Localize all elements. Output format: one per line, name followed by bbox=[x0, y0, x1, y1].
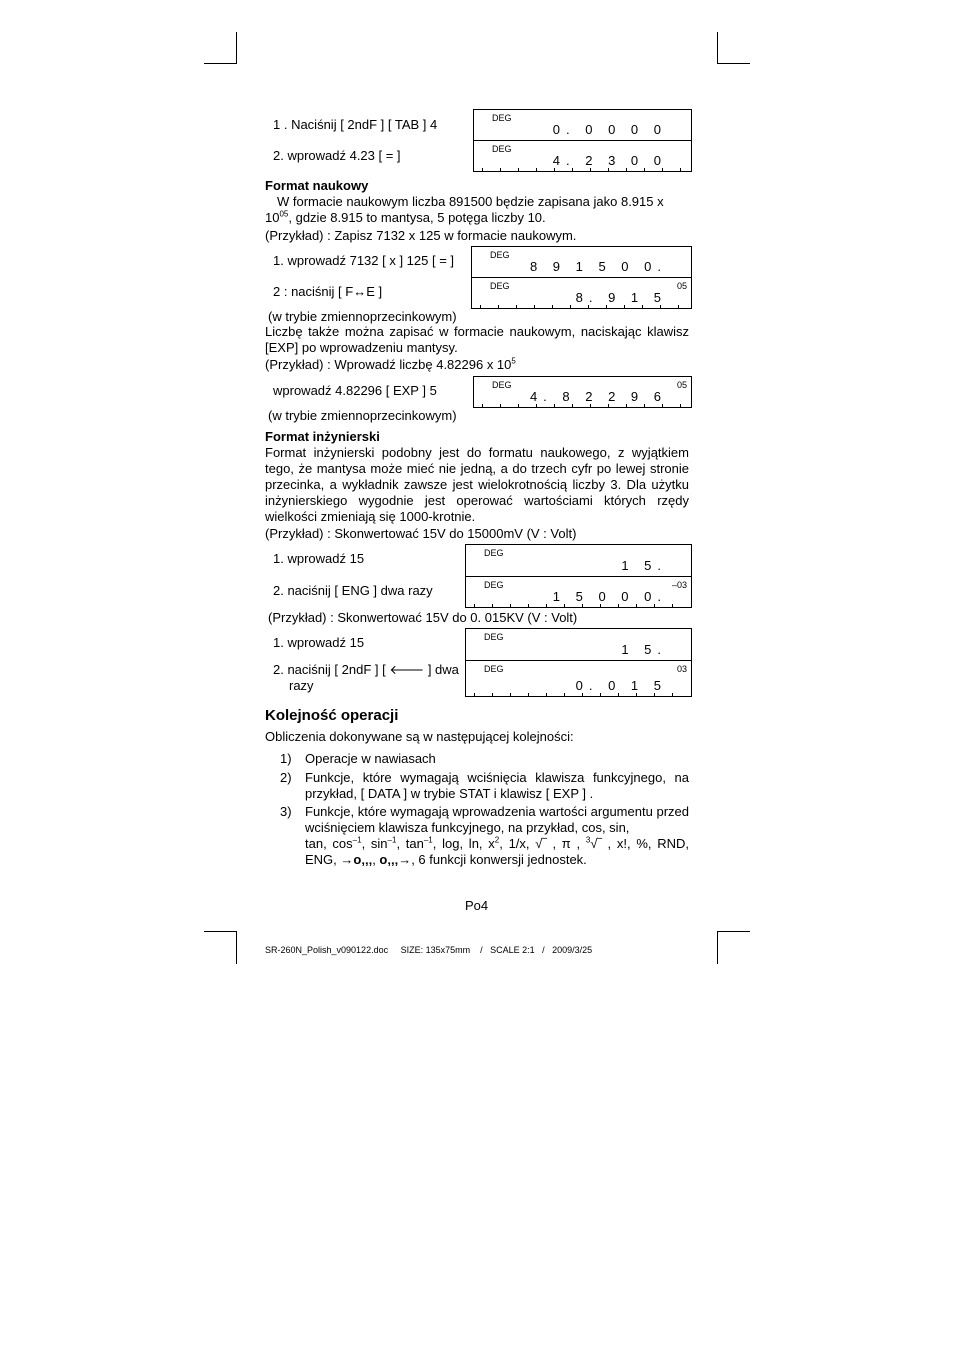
lcd-tick bbox=[590, 404, 591, 408]
crop-mark bbox=[236, 931, 237, 964]
lcd-mode: DEG bbox=[490, 281, 510, 291]
example-text: (Przykład) : Wprowadź liczbę 4.82296 x $10^5$ bbox=[265, 356, 516, 372]
lcd-tick bbox=[618, 604, 619, 608]
lcd-tick bbox=[480, 305, 481, 309]
lcd-tick bbox=[546, 604, 547, 608]
list-number: 1) bbox=[280, 751, 292, 766]
lcd-tick bbox=[536, 404, 537, 408]
lcd-tick bbox=[662, 168, 663, 172]
step-text: 1 . Naciśnij [ 2ndF ] [ TAB ] 4 bbox=[273, 117, 438, 132]
example-text: (Przykład) : Skonwertować 15V do 0. 015KV (V : Volt) bbox=[268, 610, 578, 625]
lcd-tick bbox=[672, 604, 673, 608]
lcd-exponent: 03 bbox=[676, 664, 687, 674]
lcd-tick bbox=[474, 693, 475, 697]
crop-mark bbox=[717, 931, 750, 932]
step-text: 1. wprowadź 15 bbox=[273, 635, 365, 650]
page-number: Po4 bbox=[465, 898, 489, 913]
list-item: Operacje w nawiasach bbox=[305, 751, 436, 766]
dms-icon: →o‚‚‚ bbox=[340, 852, 373, 867]
lcd-tick bbox=[582, 693, 583, 697]
lcd-tick bbox=[492, 693, 493, 697]
lcd-tick bbox=[678, 305, 679, 309]
doc-info: SR-260N_Polish_v090122.doc SIZE: 135x75mm / SCALE 2:1 / 2009/3/25 bbox=[265, 945, 593, 955]
step-text: 2. wprowadź 4.23 [ = ] bbox=[273, 148, 401, 163]
intro-text: Obliczenia dokonywane są w następującej kolejności: bbox=[265, 729, 574, 744]
lcd-digits: 8 9 1 5 0 0. bbox=[529, 259, 667, 274]
lcd-mode: DEG bbox=[484, 580, 504, 590]
lcd-exponent: 05 bbox=[676, 380, 687, 390]
lcd-tick bbox=[528, 604, 529, 608]
lcd-tick bbox=[564, 693, 565, 697]
left-arrow-icon: 🡐 bbox=[389, 662, 425, 677]
step-text: wprowadź 4.82296 [ EXP ] 5 bbox=[273, 383, 437, 398]
lcd-tick bbox=[518, 168, 519, 172]
lcd-exponent: –03 bbox=[671, 580, 687, 590]
lcd-display bbox=[473, 109, 692, 172]
lcd-tick bbox=[582, 604, 583, 608]
step-text: 2 : naciśnij [ F↔E ] bbox=[273, 284, 383, 299]
lcd-tick bbox=[498, 305, 499, 309]
lcd-tick bbox=[564, 604, 565, 608]
lcd-tick bbox=[492, 604, 493, 608]
lcd-tick bbox=[600, 693, 601, 697]
lcd-tick bbox=[600, 604, 601, 608]
lcd-tick bbox=[482, 168, 483, 172]
lcd-tick bbox=[606, 305, 607, 309]
lcd-tick bbox=[572, 404, 573, 408]
lcd-mode: DEG bbox=[490, 250, 510, 260]
lcd-mode: DEG bbox=[492, 113, 512, 123]
paragraph: W formacie naukowym liczba 891500 będzie zapisana jako 8.915 x $10^{05}$, gdzie 8.915 to mantysa, 5 potęga liczby 10. bbox=[265, 194, 664, 225]
step-text: 2. naciśnij [ ENG ] dwa razy bbox=[273, 583, 433, 598]
lcd-tick bbox=[624, 305, 625, 309]
lcd-exponent: 05 bbox=[676, 281, 687, 291]
lcd-tick bbox=[534, 305, 535, 309]
note-text: (w trybie zmiennoprzecinkowym) bbox=[268, 408, 457, 423]
example-text: (Przykład) : Zapisz 7132 x 125 w formacie naukowym. bbox=[265, 228, 577, 243]
lcd-tick bbox=[626, 168, 627, 172]
crop-mark bbox=[236, 32, 237, 64]
crop-mark bbox=[717, 63, 750, 64]
lcd-tick bbox=[516, 305, 517, 309]
step-text: 1. wprowadź 15 bbox=[273, 551, 365, 566]
lcd-digits: 1 5 0 0 0. bbox=[552, 589, 667, 604]
lcd-tick bbox=[518, 404, 519, 408]
lcd-tick bbox=[608, 404, 609, 408]
lcd-tick bbox=[510, 693, 511, 697]
lcd-mode: DEG bbox=[492, 144, 512, 154]
lcd-digits: 4. 2 3 0 0 bbox=[552, 153, 667, 168]
lcd-display bbox=[465, 544, 692, 608]
lcd-digits: 0. 0 1 5 bbox=[575, 678, 667, 693]
lcd-mode: DEG bbox=[484, 548, 504, 558]
list-item: Funkcje, które wymagają wprowadzenia wartości argumentu przed wciśnięciem klawisza funkcyjnego, na przykład, cos, sin, tan, $\cos^{-1}$, $\sin^{-1}$, $\tan^{-1}$, log, ln, $x^2$, 1/x, √‾ , π , $^3$√‾ , x!, %, RND, ENG, →o‚‚‚, o‚‚‚→, 6 funkcji konwersji jednostek. bbox=[305, 804, 690, 867]
section-heading: Format inżynierski bbox=[265, 429, 380, 444]
lcd-tick bbox=[644, 168, 645, 172]
lcd-display bbox=[473, 376, 692, 408]
lcd-tick bbox=[500, 404, 501, 408]
lcd-tick bbox=[660, 305, 661, 309]
lcd-tick bbox=[500, 168, 501, 172]
crop-mark bbox=[717, 32, 718, 64]
lcd-tick bbox=[680, 168, 681, 172]
dms-icon: o‚‚‚→ bbox=[379, 852, 412, 867]
paragraph: Liczbę także można zapisać w formacie naukowym, naciskając klawisz [EXP] po wprowadzeniu mantysy. bbox=[265, 324, 689, 355]
crop-mark bbox=[717, 931, 718, 964]
lcd-tick bbox=[554, 168, 555, 172]
lcd-tick bbox=[572, 168, 573, 172]
lcd-tick bbox=[680, 404, 681, 408]
note-text: (w trybie zmiennoprzecinkowym) bbox=[268, 309, 457, 324]
lcd-tick bbox=[672, 693, 673, 697]
lcd-digits: 1 5. bbox=[621, 558, 667, 573]
section-title: Kolejność operacji bbox=[265, 707, 399, 724]
lcd-digits: 4. 8 2 2 9 6 bbox=[529, 389, 667, 404]
example-text: (Przykład) : Skonwertować 15V do 15000mV (V : Volt) bbox=[265, 526, 577, 541]
lcd-tick bbox=[590, 168, 591, 172]
lcd-tick bbox=[654, 604, 655, 608]
lcd-tick bbox=[570, 305, 571, 309]
paragraph: Format inżynierski podobny jest do formatu naukowego, z wyjątkiem tego, że mantysa może mieć nie jedną, a do trzech cyfr po lewej stronie przecinka, a wykładnik zawsze jest wielokrotnością liczby 3. Dla użytku inżynierskiego wygodnie jest operować wartościami których rzędy wielkości zmieniają się 1000-krotnie. bbox=[265, 445, 689, 524]
step-text: 1. wprowadź 7132 [ x ] 125 [ = ] bbox=[273, 253, 455, 268]
list-number: 2) bbox=[280, 770, 292, 785]
list-number: 3) bbox=[280, 804, 292, 819]
lcd-tick bbox=[654, 693, 655, 697]
section-heading: Format naukowy bbox=[265, 178, 369, 193]
lcd-mode: DEG bbox=[484, 664, 504, 674]
lcd-tick bbox=[662, 404, 663, 408]
lcd-tick bbox=[644, 404, 645, 408]
step-text: 2. naciśnij [ 2ndF ] [ 🡐 ] dwa bbox=[273, 662, 459, 677]
lcd-tick bbox=[608, 168, 609, 172]
list-item: Funkcje, które wymagają wciśnięcia klawisza funkcyjnego, na przykład, [ DATA ] w trybie STAT i klawisz [ EXP ] . bbox=[305, 770, 689, 801]
lcd-tick bbox=[636, 693, 637, 697]
lcd-mode: DEG bbox=[484, 632, 504, 642]
lcd-tick bbox=[474, 604, 475, 608]
lcd-digits: 8. 9 1 5 bbox=[575, 290, 667, 305]
lcd-tick bbox=[546, 693, 547, 697]
lcd-display bbox=[465, 628, 692, 697]
crop-mark bbox=[204, 931, 236, 932]
step-text: razy bbox=[289, 678, 314, 693]
lcd-tick bbox=[636, 604, 637, 608]
lcd-tick bbox=[510, 604, 511, 608]
lcd-tick bbox=[552, 305, 553, 309]
lcd-tick bbox=[588, 305, 589, 309]
lcd-tick bbox=[482, 404, 483, 408]
lcd-digits: 0. 0 0 0 0 bbox=[552, 122, 667, 137]
lcd-tick bbox=[536, 168, 537, 172]
lcd-tick bbox=[618, 693, 619, 697]
lcd-tick bbox=[642, 305, 643, 309]
lcd-display bbox=[471, 246, 692, 309]
lcd-tick bbox=[554, 404, 555, 408]
lcd-digits: 1 5. bbox=[621, 642, 667, 657]
crop-mark bbox=[204, 63, 236, 64]
lcd-mode: DEG bbox=[492, 380, 512, 390]
lcd-tick bbox=[626, 404, 627, 408]
lcd-tick bbox=[528, 693, 529, 697]
